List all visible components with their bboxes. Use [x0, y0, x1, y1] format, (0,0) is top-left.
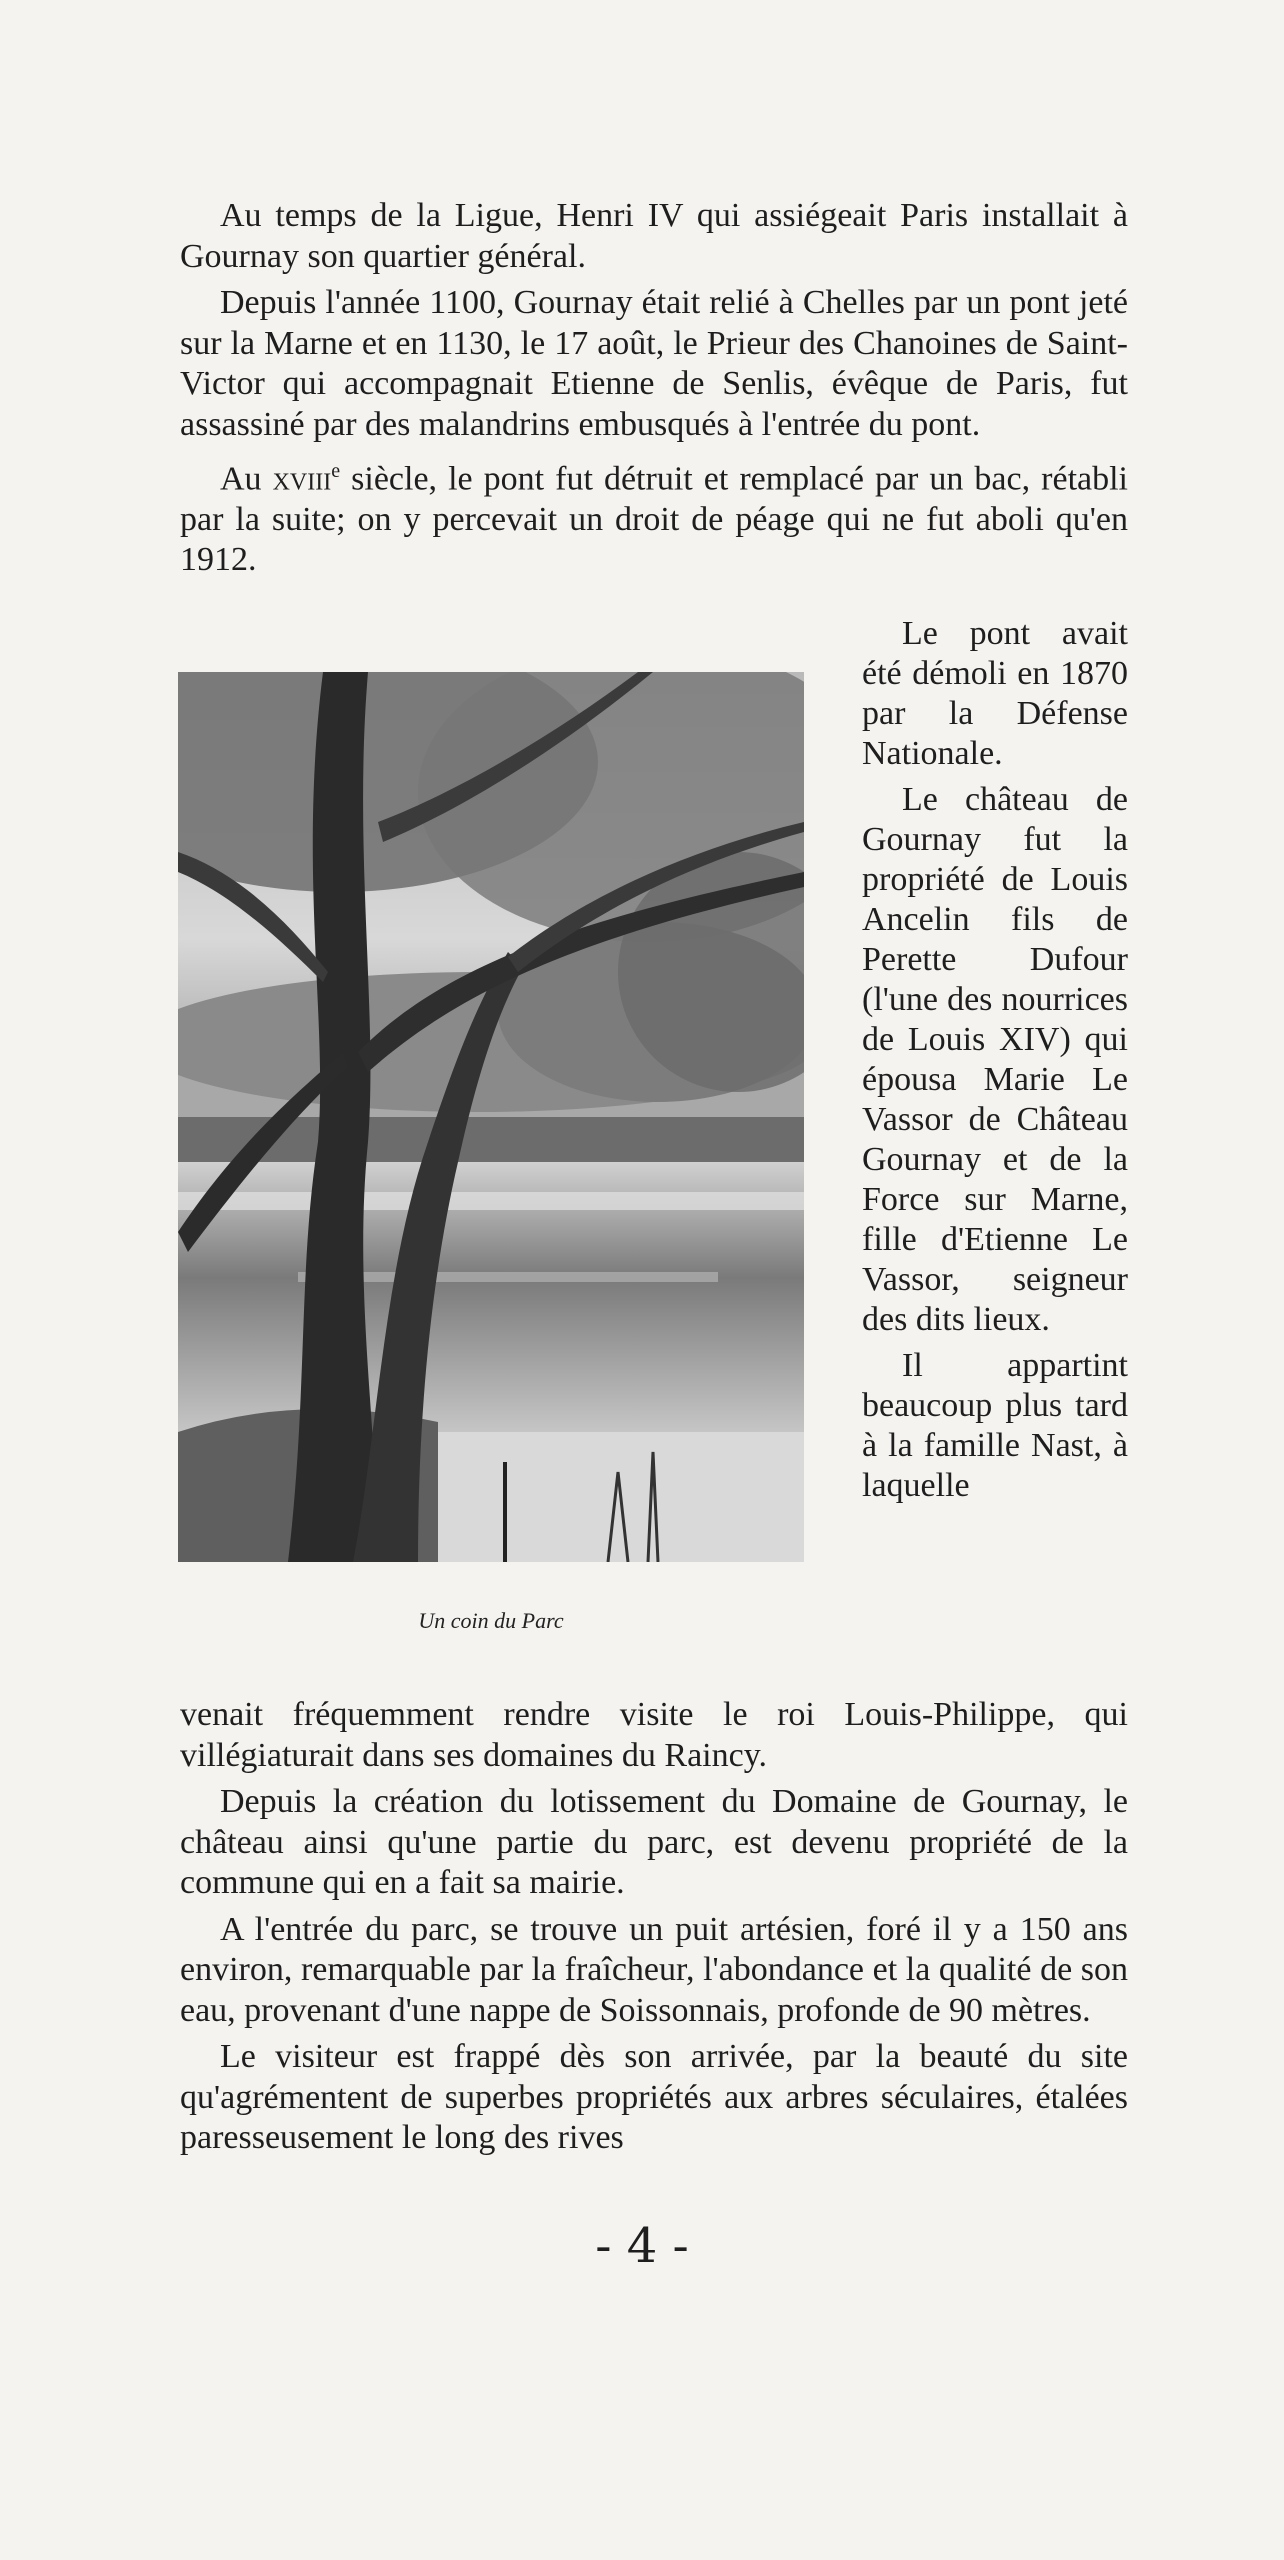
paragraph — [180, 451, 1128, 581]
paragraph: Il appartint beaucoup plus tard à la famille Nast, à laquelle — [862, 1347, 1128, 1504]
park-photo — [178, 672, 804, 1562]
paragraph: Depuis la création du lotissement du Domaine de Gournay, le château ainsi qu'une partie du parc, est devenu propriété de la commune qui en a fait sa mairie. — [180, 1783, 1128, 1901]
photo-caption: Un coin du Parc — [418, 1608, 564, 1633]
paragraph-rest: siècle, le pont fut détruit et remplacé par un bac, rétabli par la suite; on y percevait un droit de péage qui ne fut aboli qu'en 1912. — [180, 460, 1128, 579]
century-superscript: e — [331, 460, 341, 482]
century-numeral: xviii — [272, 460, 332, 498]
page-number: - 4 - — [595, 2218, 689, 2274]
paragraph: A l'entrée du parc, se trouve un puit artésien, foré il y a 150 ans environ, remarquable par la fraîcheur, l'abondance et la qualité de son eau, provenant d'une nappe de Soissonnais, profonde de 90 mètres. — [180, 1910, 1128, 2029]
paragraph: Le pont avait été démoli en 1870 par la Défense Nationale. — [862, 615, 1128, 772]
paragraph-prefix: Au — [220, 460, 273, 498]
top-text-block — [180, 196, 1128, 581]
side-text-column — [862, 614, 1128, 1506]
paragraph: Depuis l'année 1100, Gournay était relié à Chelles par un pont jeté sur la Marne et en 1130, le 17 août, le Prieur des Chanoines de Saint-Victor qui accompagnait Etienne de Senlis, évêque de Paris, fut assassiné par des malandrins embusqués à l'entrée du pont. — [180, 284, 1128, 443]
bottom-text-block — [180, 1695, 1128, 2159]
paragraph: Au temps de la Ligue, Henri IV qui assiégeait Paris installait à Gournay son quartier général. — [180, 197, 1128, 275]
paragraph: Le visiteur est frappé dès son arrivée, par la beauté du site qu'agrémentent de superbes propriétés aux arbres séculaires, étalées paresseusement le long des rives — [180, 2038, 1128, 2156]
paragraph: Le château de Gournay fut la propriété de Louis Ancelin fils de Perette Dufour (l'une des nourrices de Louis XIV) qui épousa Marie Le Vassor de Château Gournay et de la Force sur Marne, fille d'Etienne Le Vassor, seigneur des dits lieux. — [862, 781, 1128, 1338]
paragraph-continuation: venait fréquemment rendre visite le roi Louis-Philippe, qui villégiaturait dans ses domaines du Raincy. — [180, 1696, 1128, 1774]
